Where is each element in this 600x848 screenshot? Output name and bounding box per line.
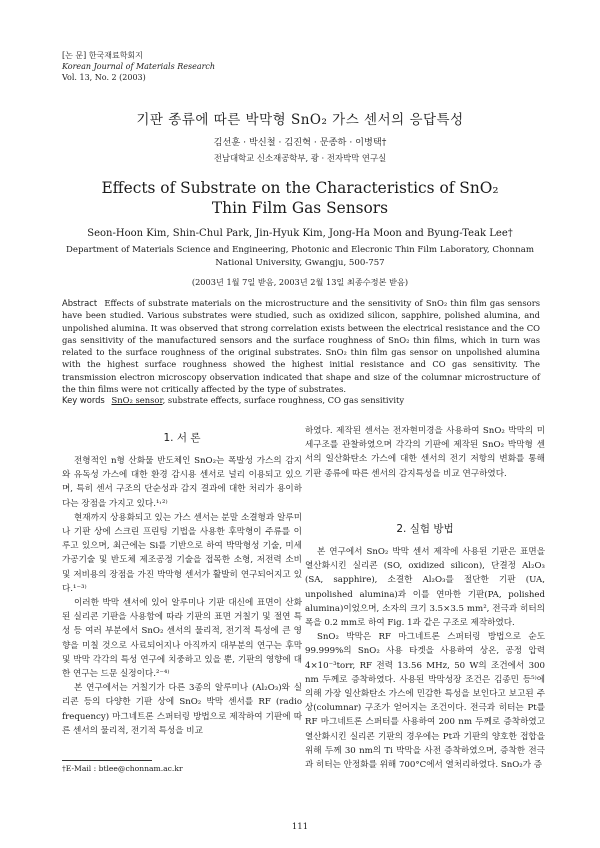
- section-1-paragraph-3: 이러한 박막 센서에 있어 알루미나 기판 대신에 표면이 산화된 실리콘 기판을 사용함에 따라 기판의 표면 거칠기 및 절연 특성 등 여러 부분에서 SnO₂ 센서의 물리적, 전기적 특성에 큰 영향을 미칠 것으로 사료되어지나 아직까지 대부분의 연구는 후막 및 박막 각각의 특성 연구에 치중하고 있을 뿐, 기판의 영향에 대한 연구는 드문 실정이다.²⁻⁴⁾: [62, 598, 302, 680]
- section-2-paragraph-1: 본 연구에서 SnO₂ 박막 센서 제작에 사용된 기판은 표면을 열산화시킨 실리콘 (SO, oxidized silicon), 단결정 Al₂O₃ (SA, sapphire), 소결한 Al₂O₃를 절단한 기판 (UA, unpolished alumina)과 이를 연마한 기판(PA, polished alumina)이었으며, 소자의 크기 3.5×3.5 mm², 전극과 히터의 폭을 0.2 mm로 하여 Fig. 1과 같은 구조로 제작하였다.: [305, 547, 545, 629]
- section-1-heading: 1. 서 론: [163, 432, 201, 444]
- journal-line-1: [논 문] 한국재료학회지: [62, 51, 143, 60]
- right-column-bottom: [305, 545, 545, 772]
- keywords: [62, 395, 540, 405]
- received-dates: (2003년 1월 7일 받음, 2003년 2월 13일 최종수정본 받음): [191, 277, 409, 287]
- english-title-line-2: Thin Film Gas Sensors: [211, 199, 389, 217]
- abstract: [62, 297, 540, 395]
- section-2-paragraph-2: SnO₂ 박막은 RF 마그네트론 스퍼터링 방법으로 순도 99.999%의 SnO₂ 사용 타겟을 사용하여 상온, 공정 압력 4×10⁻³torr, RF 전력 13.56 MHz, 50 W의 조건에서 300 nm 두께로 증착하였다. 사용된 박막성장 조건은 김종민 등⁵⁾에 의해 가장 일산화탄소 가스에 민감한 특성을 보인다고 보고된 주상(columnar) 구조가 얻어지는 조건이다. 전극과 히터는 Pt를 RF 마그네트론 스퍼터를 사용하여 200 nm 두께로 증착하였고 열산화시킨 실리콘 기판의 경우에는 Pt과 기판의 양호한 접합을 위해 두께 30 nm의 Ti 박막을 사전 증착하였으며, 증착한 전극과 히터는 안정화를 위해 700°C에서 열처리하였다. SnO₂가 증: [305, 632, 545, 771]
- korean-title: 기판 종류에 따른 박막형 SnO₂ 가스 센서의 응답특성: [136, 112, 464, 128]
- footnote-divider: [62, 760, 152, 761]
- journal-line-3: Vol. 13, No. 2 (2003): [62, 73, 146, 82]
- right-column-top: [305, 424, 545, 481]
- abstract-text: Effects of substrate materials on the microstructure and the sensitivity of SnO₂ thin film gas sensors have been studied. Various substrates were studied, such as oxidized silicon, sapphire, polished alumina, and unpolished alumina. It was observed that strong correlation exists between the electrical resistance and the CO gas sensitivity of the manufactured sensors and the surface roughness of SnO₂ thin films, which in turn was related to the surface roughness of the original substrates. SnO₂ thin film gas sensor on unpolished alumina with the highest surface roughness showed the highest initial resistance and CO gas sensitivity. The transmission electron microscopy observation indicated that shape and size of the columnar microstructure of the thin films were not critically affected by the type of substrates.: [62, 298, 540, 395]
- english-title: [0, 178, 600, 218]
- english-authors: Seon-Hoon Kim, Shin-Chul Park, Jin-Hyuk Kim, Jong-Ha Moon and Byung-Teak Lee†: [87, 228, 513, 239]
- keyword-first: SnO₂ sensor: [111, 395, 163, 405]
- right-column-continuation: 하였다. 제작된 센서는 전자현미경을 사용하여 SnO₂ 박막의 미세구조를 관찰하였으며 각각의 기판에 제작된 SnO₂ 박막형 센서의 일산화탄소 가스에 대한 센서의 전기 저항의 변화를 통해 기판 종류에 따른 센서의 감지특성을 비교 연구하였다.: [305, 426, 545, 479]
- page-number: 111: [291, 822, 309, 832]
- left-column: [62, 454, 302, 738]
- korean-affiliation: 전남대학교 신소재공학부, 광 · 전자박막 연구실: [213, 153, 387, 163]
- section-2-heading: 2. 실험 방법: [396, 523, 454, 535]
- journal-header: [62, 50, 215, 83]
- keywords-rest: , substrate effects, surface roughness, CO gas sensitivity: [162, 395, 405, 405]
- korean-authors: 김선훈 · 박신철 · 김진혁 · 문종하 · 이병택†: [213, 137, 387, 148]
- footnote-email: †E-Mail : btlee@chonnam.ac.kr: [62, 764, 183, 773]
- section-1-paragraph-2: 현재까지 상용화되고 있는 가스 센서는 분말 소결형과 알루미나 기판 상에 스크린 프린팅 기법을 사용한 후막형이 주류를 이루고 있으며, 최근에는 Si를 기반으로 하여 박막형성 기술, 미세 가공기술 및 반도체 제조공정 기술을 접목한 소형, 저전력 소비 및 저비용의 장점을 가진 박막형 센서가 활발히 연구되어지고 있다.¹⁻³⁾: [62, 512, 302, 594]
- section-1-paragraph-4: 본 연구에서는 거칠기가 다른 3종의 알루미나 (Al₂O₃)와 실리콘 등의 다양한 기판 상에 SnO₂ 박막 센서를 RF (radio frequency) 마그네트론 스퍼터링 방법으로 제작하여 기판에 따른 센서의 물리적, 전기적 특성을 비교: [62, 683, 302, 736]
- abstract-label: Abstract: [62, 298, 98, 308]
- section-1-paragraph-1: 전형적인 n형 산화물 반도체인 SnO₂는 폭발성 가스의 감지와 유독성 가스에 대한 환경 감시용 센서로 널리 이용되고 있으며, 특히 센서 구조의 단순성과 감지 결과에 대한 처리가 용이하다는 장점을 가지고 있다.¹˒²⁾: [62, 456, 302, 509]
- english-title-line-1: Effects of Substrate on the Characteristics of SnO₂: [101, 179, 499, 197]
- keywords-label: Key words: [62, 395, 105, 405]
- journal-line-2: Korean Journal of Materials Research: [62, 62, 216, 71]
- english-affiliation: Department of Materials Science and Engineering, Photonic and Elecronic Thin Film Laboratory, Chonnam National University, Gwangju, 500-757: [65, 245, 534, 268]
